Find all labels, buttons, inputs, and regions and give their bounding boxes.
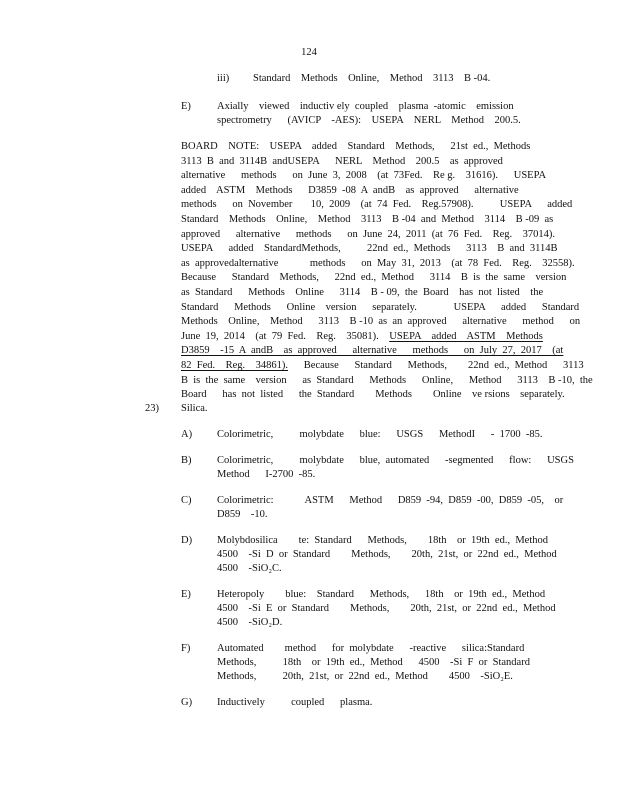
note-line: approved alternative methods on June 24, 2011 (at 76 Fed. Reg. 37014). [181,228,556,240]
entry-text: Molybdosilica te: Standard Methods, 18th or 19th ed., Method [217,535,549,546]
entry-text: Axially viewed inductiv ely coupled plasma -atomic emission [217,101,514,112]
entry-text: Heteropoly blue: Standard Methods, 18th or 19th ed., Method [217,589,546,600]
entry-text: Inductively coupled plasma. [217,697,373,708]
entry-label: G) [181,697,193,708]
note-line: as Standard Methods Online 3114 B - 09, the Board has not listed the [181,286,544,298]
note-line-text: June 19, 2014 (at 79 Fed. Reg. 35081). [181,330,390,342]
entry-label: E) [181,589,191,600]
entry-text: Colorimetric, molybdate blue: USGS MethodI - 1700 -85. [217,429,543,440]
note-line: USEPA added StandardMethods, 22nd ed., Methods 3113 B and 3114B [181,243,558,255]
entry-text: Standard Methods Online, Method 3113 B -04. [253,73,491,84]
entry-text: Colorimetric, molybdate blue, automated -segmented flow: USGS [217,455,574,466]
note-line: BOARD NOTE: USEPA added Standard Methods, 21st ed., Methods [181,141,531,152]
note-line: methods on November 10, 2009 (at 74 Fed. Reg.57908). USEPA added [181,199,573,211]
entry-label: iii) [217,73,230,84]
note-line: Standard Methods Online, Method 3113 B -04 and Method 3114 B -09 as [181,213,554,225]
entry-label: B) [181,455,192,466]
entry-label: F) [181,643,191,654]
entry-text: 4500 -SiO₂D. [217,617,283,628]
note-line: Standard Methods Online version separately. USEPA added Standard [181,301,580,313]
note-line: added ASTM Methods D3859 -08 A andB as approved alternative [181,184,519,196]
underlined-amendment: USEPA added ASTM Methods [389,330,543,342]
entry-text: 4500 -Si E or Standard Methods, 20th, 21st, or 22nd ed., Method [217,603,556,614]
note-line: as approvedalternative methods on May 31, 2013 (at 78 Fed. Reg. 32558). [181,257,575,269]
underlined-amendment-line: D3859 -15 A andB as approved alternative methods on July 27, 2017 (at [181,345,564,357]
entry-text: Methods, 18th or 19th ed., Method 4500 -Si F or Standard [217,657,530,668]
board-note [181,140,593,403]
entry-text: Colorimetric: ASTM Method D859 -94, D859 -00, D859 -05, or [217,495,564,506]
note-line: Because Standard Methods, 22nd ed., Method 3114 B is the same version [181,272,567,284]
section-number: 23) [145,403,159,414]
note-line: Methods Online, Method 3113 B -10 as an approved alternative method on [181,316,581,328]
entry-text: 4500 -Si D or Standard Methods, 20th, 21st, or 22nd ed., Method [217,549,557,560]
note-line [181,359,584,374]
note-line: 3113 B and 3114B andUSEPA NERL Method 200.5 as approved [181,155,503,167]
entry-text: Method I-2700 -85. [217,469,316,480]
note-line [181,330,543,345]
page-number: 124 [301,47,317,58]
entry-label: E) [181,101,191,112]
entry-label: D) [181,535,193,546]
note-line-text: Because Standard Methods, 22nd ed., Method 3113 [288,359,584,371]
note-line: Board has not listed the Standard Methods Online ve rsions separately. [181,389,565,401]
entry-label: A) [181,429,193,440]
note-line: alternative methods on June 3, 2008 (at 73Fed. Re g. 31616). USEPA [181,170,547,182]
entry-text: Methods, 20th, 21st, or 22nd ed., Method 4500 -SiO₂E. [217,671,513,682]
note-line: B is the same version as Standard Methods Online, Method 3113 B -10, the [181,374,593,386]
underlined-amendment: 82 Fed. Reg. 34861). [181,359,289,371]
section-title: Silica. [181,403,208,414]
entry-label: C) [181,495,192,506]
entry-text: Automated method for molybdate -reactive silica:Standard [217,643,525,654]
entry-text: 4500 -SiO₂C. [217,563,282,574]
entry-text: D859 -10. [217,509,268,520]
entry-text: spectrometry (AVICP -AES): USEPA NERL Method 200.5. [217,115,521,126]
